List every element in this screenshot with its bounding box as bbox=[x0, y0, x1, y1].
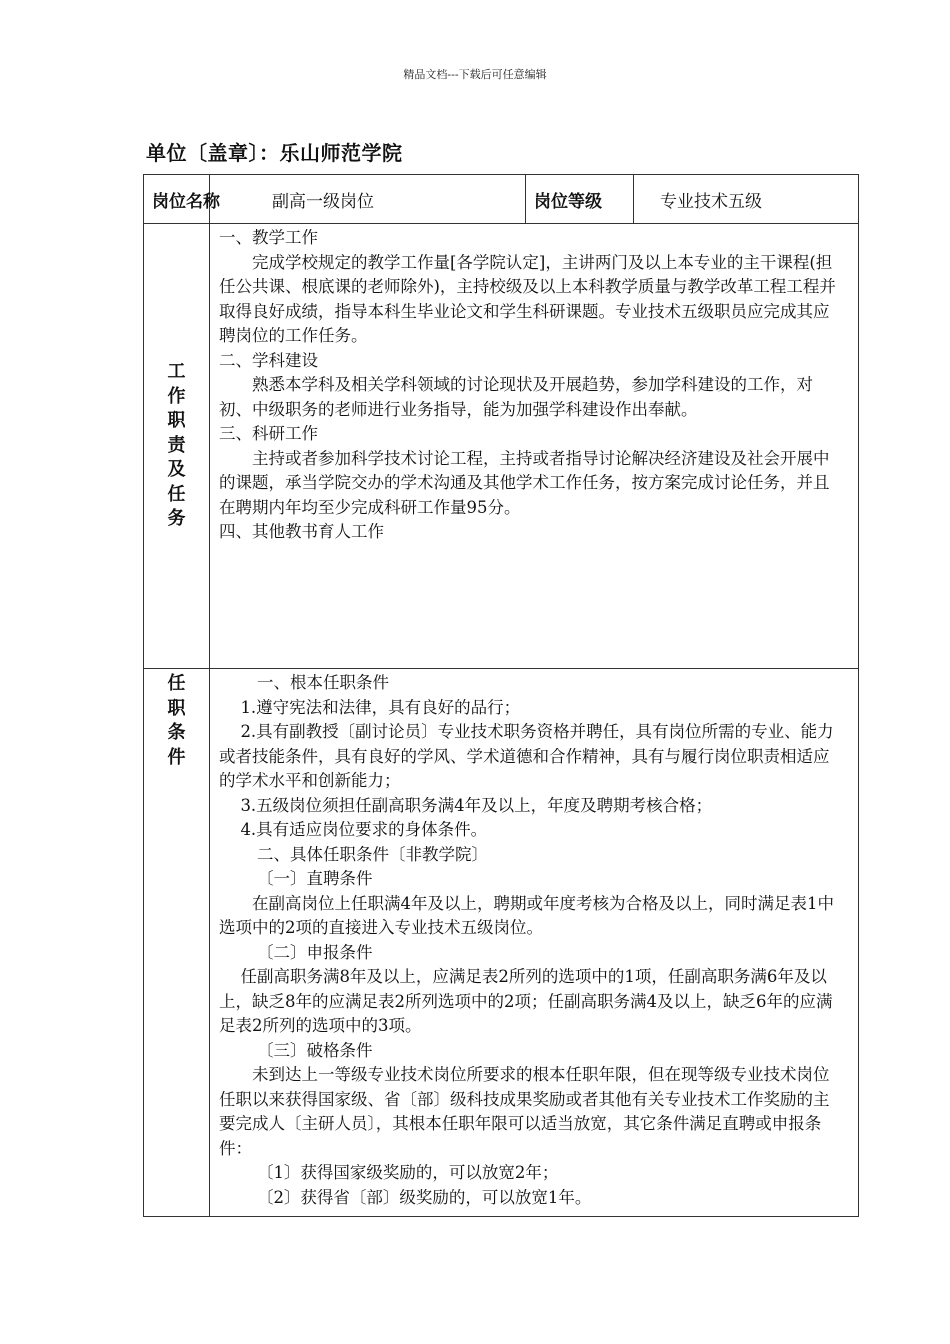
conditions-label-cell bbox=[144, 669, 210, 1217]
duties-text-teaching: 完成学校规定的教学工作量[各学院认定]，主讲两门及以上本专业的主干课程(担任公共课、根底课的老师除外)，主持校级及以上本科教学质量与教学改革工程工程并取得良好成绩，指导本科生毕业论文和学生科研课题。专业技术五级职员应完成其应聘岗位的工作任务。 bbox=[219, 252, 836, 345]
duties-label-cell bbox=[144, 224, 210, 669]
duties-heading-research: 三、科研工作 bbox=[219, 424, 318, 443]
conditions-label: 任职条件 bbox=[167, 673, 186, 768]
header-note: 精品文档---下载后可任意编辑 bbox=[403, 68, 547, 81]
duties-content bbox=[210, 224, 859, 669]
conditions-item-2: 2.具有副教授〔副讨论员〕专业技术职务资格并聘任，具有岗位所需的专业、能力或者技能条件，具有良好的学风、学术道德和合作精神，具有与履行岗位职责相适应的学术水平和创新能力； bbox=[219, 722, 834, 790]
post-name-value: 副高一级岗位 bbox=[272, 191, 374, 212]
post-level-label-cell bbox=[526, 175, 634, 224]
conditions-heading-specific: 二、具体任职条件〔非教学院〕 bbox=[256, 844, 488, 864]
post-name-label-cell bbox=[144, 175, 220, 224]
conditions-heading-basic: 一、根本任职条件 bbox=[256, 673, 389, 692]
unit-line: 单位〔盖章〕：乐山师范学院 bbox=[146, 141, 403, 165]
post-level-value-cell bbox=[634, 175, 859, 224]
duties-row bbox=[144, 224, 859, 669]
duties-heading-other: 四、其他教书育人工作 bbox=[219, 522, 384, 541]
post-info-row bbox=[144, 175, 859, 224]
conditions-item-4: 4.具有适应岗位要求的身体条件。 bbox=[240, 820, 488, 839]
conditions-text-apply: 任副高职务满8年及以上，应满足表2所列的选项中的1项，任副高职务满6年及以上，缺乏8年的应满足表2所列选项中的2项；任副高职务满4及以上，缺乏6年的应满足表2所列的选项中的3项。 bbox=[219, 967, 833, 1035]
conditions-heading-apply: 〔二〕申报条件 bbox=[256, 942, 373, 962]
conditions-row bbox=[144, 669, 859, 1217]
post-level-label: 岗位等级 bbox=[534, 191, 602, 212]
duties-label: 工作职责及任务 bbox=[167, 361, 186, 530]
duties-heading-teaching: 一、教学工作 bbox=[219, 228, 318, 247]
conditions-exception-2: 〔2〕获得省〔部〕级奖励的，可以放宽1年。 bbox=[256, 1187, 592, 1207]
conditions-heading-exception: 〔三〕破格条件 bbox=[256, 1040, 373, 1060]
duties-heading-discipline: 二、学科建设 bbox=[219, 350, 318, 370]
post-name-label: 岗位名称 bbox=[152, 191, 220, 212]
duties-text-discipline: 熟悉本学科及相关学科领域的讨论现状及开展趋势，参加学科建设的工作，对初、中级职务的老师进行业务指导，能为加强学科建设作出奉献。 bbox=[219, 375, 813, 419]
conditions-content bbox=[210, 669, 859, 1217]
conditions-text-exception: 未到达上一等级专业技术岗位所要求的根本任职年限，但在现等级专业技术岗位任职以来获得国家级、省〔部〕级科技成果奖励或者其他有关专业技术工作奖励的主要完成人〔主研人员〕，其根本任职年限可以适当放宽，其它条件满足直聘或申报条件： bbox=[219, 1065, 830, 1158]
conditions-text-direct: 在副高岗位上任职满4年及以上，聘期或年度考核为合格及以上，同时满足表1中选项中的2项的直接进入专业技术五级岗位。 bbox=[219, 893, 834, 937]
post-table bbox=[143, 174, 859, 1217]
conditions-heading-direct: 〔一〕直聘条件 bbox=[256, 869, 373, 888]
post-level-value: 专业技术五级 bbox=[660, 191, 762, 212]
post-name-value-cell bbox=[210, 175, 526, 224]
duties-text-research: 主持或者参加科学技术讨论工程，主持或者指导讨论解决经济建设及社会开展中的课题，承当学院交办的学术沟通及其他学术工作任务，按方案完成讨论任务，并且在聘期内年均至少完成科研工作量95分。 bbox=[219, 448, 830, 517]
conditions-exception-1: 〔1〕获得国家级奖励的，可以放宽2年； bbox=[256, 1163, 559, 1182]
conditions-item-3: 3.五级岗位须担任副高职务满4年及以上，年度及聘期考核合格； bbox=[240, 795, 713, 815]
conditions-item-1: 1.遵守宪法和法律，具有良好的品行； bbox=[240, 697, 521, 717]
